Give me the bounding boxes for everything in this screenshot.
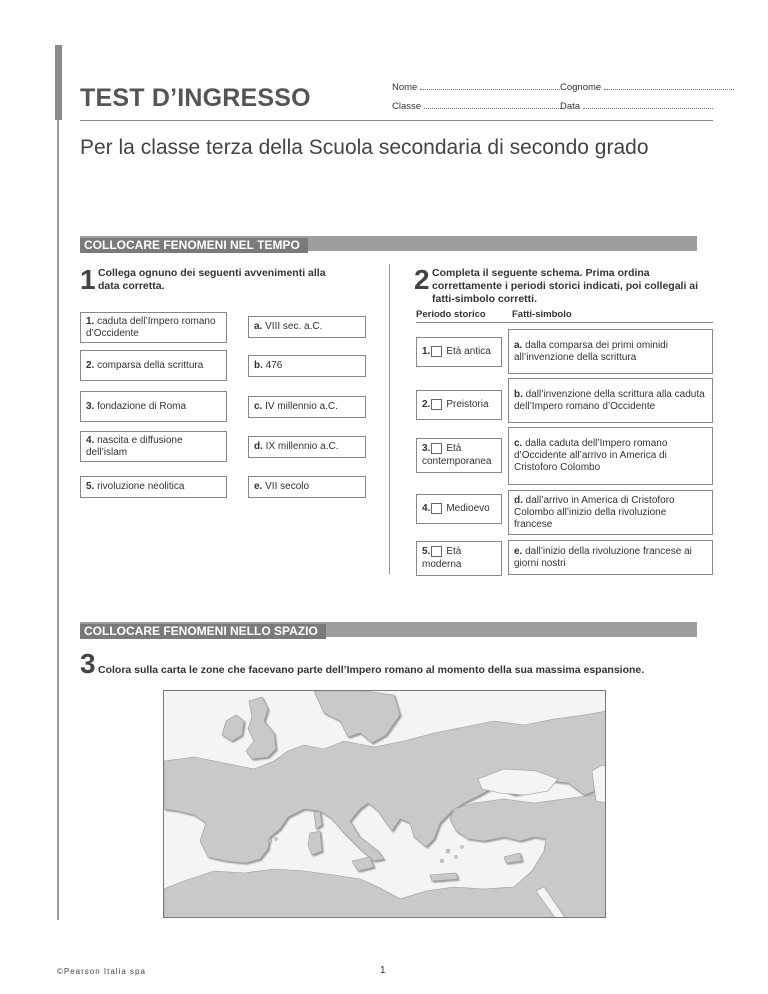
ex2-fact-b[interactable]: b. dall’invenzione della scrittura alla caduta dell’Impero romano d’Occidente	[508, 378, 713, 423]
left-accent-bar	[55, 45, 62, 120]
ex2-fact-a[interactable]: a. dalla comparsa dei primi ominidi all’invenzione della scrittura	[508, 329, 713, 374]
period-4-checkbox[interactable]	[431, 503, 442, 514]
page-subtitle: Per la classe terza della Scuola secondaria di secondo grado	[80, 136, 649, 159]
ex1-date-d[interactable]: d. IX millennio a.C.	[248, 436, 366, 458]
header-divider	[80, 120, 713, 121]
ex2-period-4[interactable]: 4. Medioevo	[416, 494, 502, 524]
ex2-fact-e[interactable]: e. dall’inizio della rivoluzione francese ai giorni nostri	[508, 540, 713, 575]
nome-label: Nome	[392, 82, 418, 93]
ex1-date-a[interactable]: a. VIII sec. a.C.	[248, 316, 366, 338]
ex1-event-4[interactable]: 4. nascita e diffusione dell’islam	[80, 431, 227, 462]
ex1-prompt: Collega ognuno dei seguenti avvenimenti alla data corretta.	[98, 267, 326, 292]
ex2-facts-header: Fatti-simbolo	[512, 309, 572, 320]
cognome-field[interactable]	[560, 82, 734, 93]
europe-mediterranean-map[interactable]	[163, 690, 606, 918]
ex1-date-e[interactable]: e. VII secolo	[248, 476, 366, 498]
section-time-bar	[80, 236, 697, 251]
ex1-event-3[interactable]: 3. fondazione di Roma	[80, 391, 227, 422]
ex1-event-2[interactable]: 2. comparsa della scrittura	[80, 350, 227, 381]
ex2-number: 2	[414, 264, 430, 295]
ex1-date-c[interactable]: c. IV millennio a.C.	[248, 396, 366, 418]
ex3-prompt: Colora sulla carta le zone che facevano parte dell’Impero romano al momento della sua massima espansione.	[98, 664, 645, 676]
ex2-fact-d[interactable]: d. dall’arrivo in America di Cristoforo Colombo all’inizio della rivoluzione francese	[508, 490, 713, 535]
left-margin-line	[57, 120, 59, 920]
period-5-checkbox[interactable]	[431, 546, 442, 557]
classe-field[interactable]	[392, 101, 561, 112]
section-space-bar	[80, 622, 697, 637]
ex2-period-2[interactable]: 2. Preistoria	[416, 390, 502, 420]
ex2-period-header: Periodo storico	[416, 309, 486, 320]
cognome-label: Cognome	[560, 82, 602, 93]
classe-label: Classe	[392, 101, 422, 112]
nome-field[interactable]	[392, 82, 560, 93]
ex2-header-rule	[416, 322, 713, 323]
page-number: 1	[380, 965, 386, 976]
section-space-title: COLLOCARE FENOMENI NELLO SPAZIO	[80, 624, 326, 639]
ex2-period-1[interactable]: 1. Età antica	[416, 337, 502, 367]
period-1-checkbox[interactable]	[431, 346, 442, 357]
period-2-checkbox[interactable]	[431, 399, 442, 410]
ex1-event-1[interactable]: 1. caduta dell’Impero romano d’Occidente	[80, 312, 227, 343]
page-title: TEST D’INGRESSO	[80, 84, 311, 112]
ex2-prompt: Completa il seguente schema. Prima ordina correttamente i periodi storici indicati, poi collegali ai fatti-simbolo corretti.	[432, 267, 699, 305]
data-field[interactable]	[560, 101, 713, 112]
footer-publisher: ©Pearson Italia spa	[57, 967, 146, 976]
ex2-fact-c[interactable]: c. dalla caduta dell’Impero romano d’Occidente all’arrivo in America di Cristoforo Colombo	[508, 427, 713, 485]
section-time-title: COLLOCARE FENOMENI NEL TEMPO	[80, 238, 308, 253]
ex2-period-5[interactable]: 5. Età moderna	[416, 541, 502, 576]
ex1-event-5[interactable]: 5. rivoluzione neolitica	[80, 476, 227, 498]
data-label: Data	[560, 101, 581, 112]
ex1-date-b[interactable]: b. 476	[248, 355, 366, 377]
ex1-number: 1	[80, 264, 96, 295]
column-divider	[389, 264, 390, 574]
ex2-period-3[interactable]: 3. Età contemporanea	[416, 438, 502, 473]
ex3-number: 3	[80, 648, 96, 679]
period-3-checkbox[interactable]	[431, 443, 442, 454]
